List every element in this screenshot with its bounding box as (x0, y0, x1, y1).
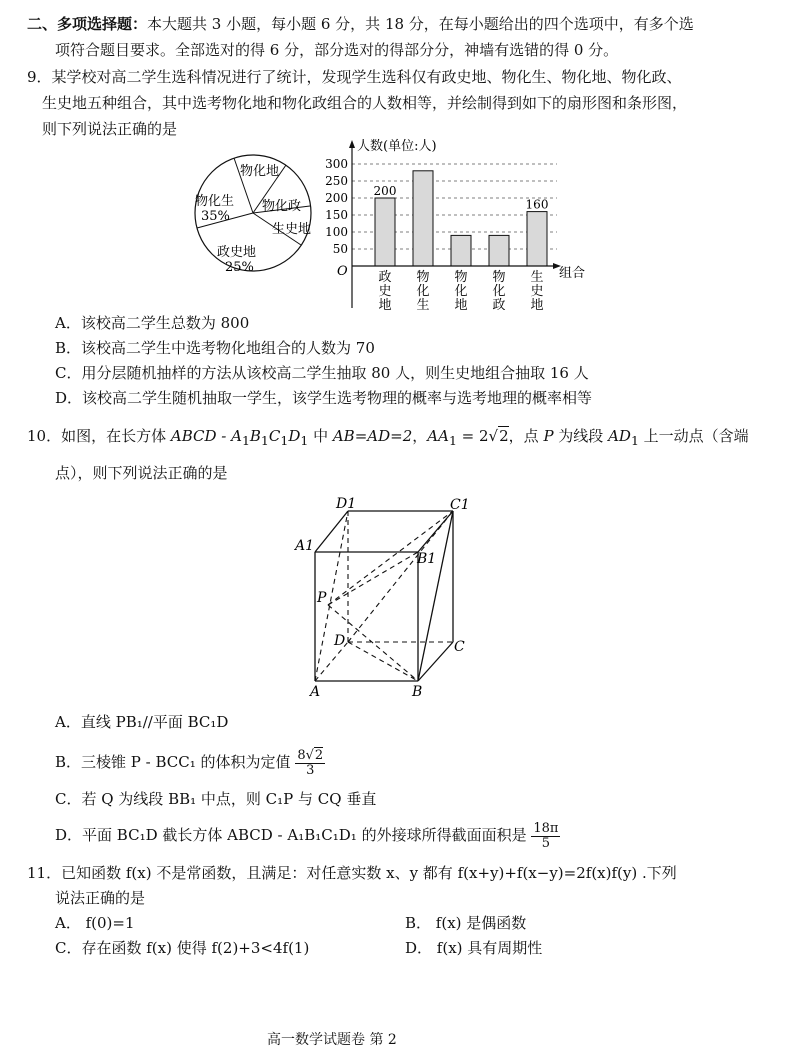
pie-label-shengshidi: 生史地 (272, 222, 312, 237)
q11-stem-1: 11．已知函数 f(x) 不是常函数，且满足：对任意实数 x、y 都有 f(x+y)+f(x−y)=2f(x)f(y) .下列 (27, 864, 677, 882)
q10-c: C (268, 427, 281, 445)
q9-stem-1: 9．某学校对高二学生选科情况进行了统计，发现学生选科仅有政史地、物化生、物化地、物化政、 (27, 68, 682, 86)
label-a: A (310, 684, 321, 700)
chart-y-tick: 200 (325, 191, 348, 205)
q11-option-a: A． f(0)=1 (55, 914, 135, 932)
pie-label-wuhuasheng: 物化生 (195, 194, 235, 209)
q10-seg: AD (608, 427, 631, 445)
q10-option-b (55, 742, 325, 782)
q10-text: 中 (308, 427, 333, 445)
q10-text: ， (412, 427, 428, 445)
chart-y-tick: 300 (325, 157, 348, 171)
chart-ylabel: 人数(单位:人) (357, 139, 437, 154)
pie-pct-zhengshidi: 25% (225, 260, 254, 275)
q9-option-a: A．该校高二学生总数为 800 (55, 314, 250, 332)
q10-stem-1 (27, 426, 749, 451)
q9-stem-3: 则下列说法正确的是 (42, 120, 178, 138)
q10-text: 上一动点（含端 (638, 427, 749, 445)
section-header (27, 14, 694, 34)
q10-option-a: A．直线 PB₁//平面 BC₁D (55, 713, 229, 731)
section-desc-2: 项符合题目要求。全部选对的得 6 分，部分选对的得部分分，神墙有选错的得 0 分。 (55, 41, 619, 59)
q10-text: 为线段 (553, 427, 609, 445)
q9-option-b: B．该校高二学生中选考物化地组合的人数为 70 (55, 339, 375, 357)
pie-label-wuhuazheng: 物化政 (262, 199, 302, 214)
pie-chart (188, 148, 318, 278)
chart-y-tick: 50 (332, 242, 348, 256)
q9-option-c: C．用分层随机抽样的方法从该校高二学生抽取 80 人，则生史地组合抽取 16 人 (55, 364, 589, 382)
chart-bar (451, 235, 471, 266)
frac-num: 8 (297, 747, 306, 763)
q10-option-c: C．若 Q 为线段 BB₁ 中点，则 C₁P 与 CQ 垂直 (55, 790, 377, 808)
pie-label-zhengshidi: 政史地 (217, 245, 257, 260)
section-heading: 二、多项选择题： (27, 15, 148, 33)
label-c: C (454, 639, 465, 655)
pie-label-wuhuadi: 物化地 (240, 164, 280, 179)
q10-option-b-text: B．三棱锥 P - BCC₁ 的体积为定值 (55, 753, 291, 771)
page-footer: 高一数学试题卷 第 2 (267, 1032, 397, 1048)
chart-bar (413, 171, 433, 266)
label-p: P (317, 590, 327, 606)
chart-y-arrow (349, 140, 355, 148)
q10-cond: AB=AD=2 (332, 427, 413, 445)
label-d: D (334, 633, 346, 649)
q10-sub: 1 (300, 433, 309, 448)
q10-option-d-text: D．平面 BC₁D 截长方体 ABCD - A₁B₁C₁D₁ 的外接球所得截面面积是 (55, 826, 527, 844)
label-c1: C1 (450, 497, 470, 513)
chart-data-label: 200 (373, 184, 397, 198)
chart-category-label: 生史地 (530, 270, 544, 310)
section-desc-1: 本大题共 3 小题，每小题 6 分，共 18 分，在每小题给出的四个选项中，有多个选 (147, 15, 694, 33)
q10-text: 10．如图，在长方体 (27, 427, 171, 445)
q11-option-b: B． f(x) 是偶函数 (405, 914, 527, 932)
q10-sub: 1 (241, 433, 250, 448)
q10-sub: 1 (280, 433, 289, 448)
chart-y-tick: 250 (325, 174, 348, 188)
q10-a: - A (216, 427, 242, 445)
q10-option-b-fraction: $\frac{8√2}{3}$ (297, 747, 324, 778)
chart-bar (375, 198, 395, 266)
label-b1: B1 (417, 551, 437, 567)
chart-category-label: 物化政 (492, 270, 506, 310)
bar-chart (325, 138, 595, 310)
frac-sqrt: 2 (314, 747, 324, 763)
q11-option-c: C．存在函数 f(x) 使得 f(2)+3<4f(1) (55, 939, 310, 957)
chart-origin: O (337, 264, 348, 279)
q10-text: ，点 (508, 427, 544, 445)
q9-stem-2: 生史地五种组合，其中选考物化地和物化政组合的人数相等，并绘制得到如下的扇形图和条形图， (42, 94, 688, 112)
cuboid-figure (290, 495, 480, 700)
frac-den: 5 (541, 835, 551, 851)
q10-point-p: P (543, 427, 554, 445)
frac-den: 3 (306, 762, 315, 778)
chart-bar (489, 235, 509, 266)
label-d1: D1 (336, 496, 357, 512)
pie-pct-wuhuasheng: 35% (201, 209, 230, 224)
label-a1: A1 (295, 538, 315, 554)
chart-y-tick: 100 (325, 225, 348, 239)
chart-bar (527, 212, 547, 266)
chart-xlabel: 组合 (559, 266, 586, 281)
q10-aa: AA (427, 427, 449, 445)
q11-option-d: D． f(x) 具有周期性 (405, 939, 543, 957)
q10-stem-2: 点），则下列说法正确的是 (55, 464, 228, 482)
label-b: B (412, 684, 423, 700)
q10-sub: 1 (448, 433, 457, 448)
chart-data-label: 160 (525, 197, 549, 212)
q10-eq: = 2 (456, 427, 489, 445)
frac-num: 18π (533, 820, 559, 836)
chart-category-label: 物化地 (454, 270, 468, 310)
q10-d: D (288, 427, 301, 445)
q10-option-d-fraction (531, 822, 560, 851)
chart-category-label: 物化生 (416, 270, 430, 310)
q10-option-d (55, 815, 560, 855)
q11-stem-2: 说法正确的是 (55, 889, 146, 907)
chart-category-label: 政史地 (378, 270, 392, 310)
q10-sub: 1 (630, 433, 639, 448)
q10-abcd: ABCD (170, 427, 217, 445)
sqrt-sign: √ (488, 427, 499, 445)
q10-sqrt-val: 2 (499, 427, 509, 445)
q9-option-d: D．该校高二学生随机抽取一学生，该学生选考物理的概率与选考地理的概率相等 (55, 389, 593, 407)
q10-b: B (249, 427, 261, 445)
q10-sub: 1 (260, 433, 269, 448)
chart-y-tick: 150 (325, 208, 348, 222)
